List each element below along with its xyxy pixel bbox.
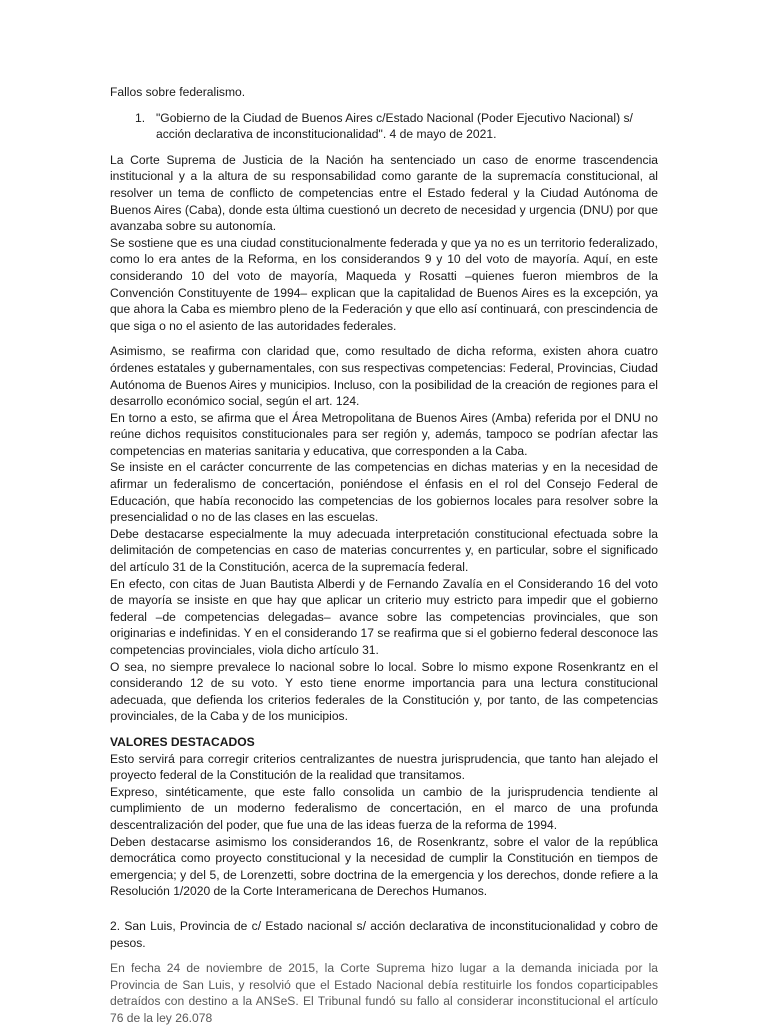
paragraph-10: Expreso, sintéticamente, que este fallo consolida un cambio de la jurisprudencia tendiente al cumplimiento de un moderno federalismo de concertación, en el marco de una profunda descentralización del poder, que fue una de las ideas fuerza de la reforma de 1994. xyxy=(110,784,658,832)
paragraph-11: Deben destacarse asimismo los considerandos 16, de Rosenkrantz, sobre el valor de la república democrática como proyecto constitucional y la necesidad de cumplir la Constitución en tiempos de emergencia; y del 5, de Lorenzetti, sobre doctrina de la emergencia y los derechos, donde refiere a la Resolución 1/2020 de la Corte Interamericana de Derechos Humanos. xyxy=(110,834,658,899)
section-heading: VALORES DESTACADOS xyxy=(110,734,255,749)
paragraph-12: En fecha 24 de noviembre de 2015, la Corte Suprema hizo lugar a la demanda iniciada por la Provincia de San Luis, y resolvió que el Estado Nacional debía restituirle los fondos coparticipables detraídos con destino a la ANSeS. El Tribunal fundó su fallo al considerar inconstitucional el artículo 76 de la ley 26.078 xyxy=(110,961,658,1025)
paragraph-6: Debe destacarse especialmente la muy adecuada interpretación constitucional efectuada sobre la delimitación de competencias en caso de materias concurrentes y, en particular, sobre el significado del artículo 31 de la Constitución, acerca de la supremacía federal. xyxy=(110,526,658,575)
list-item-text: "Gobierno de la Ciudad de Buenos Aires c/Estado Nacional (Poder Ejecutivo Nacional) s/ acción declarativa de inconstitucionalidad". 4 de mayo de 2021. xyxy=(156,110,633,142)
paragraph-block-2 xyxy=(110,734,658,900)
paragraph-3: Asimismo, se reafirma con claridad que, como resultado de dicha reforma, existen ahora cuatro órdenes estatales y gubernamentales, con sus respectivas competencias: Federal, Provincias, Ciudad Autónoma de Buenos Aires y municipios. Incluso, con la posibilidad de la creación de regiones para el desarrollo económico social, según el art. 124. xyxy=(110,344,658,409)
paragraph-5: Se insiste en el carácter concurrente de las competencias en dichas materias y en la necesidad de afirmar un federalismo de concertación, poniéndose el énfasis en el rol del Consejo Federal de Educación, que había reconocido las competencias de los gobiernos locales para resolver sobre la presencialidad o no de las clases en las escuelas. xyxy=(110,460,658,525)
document-title: Fallos sobre federalismo. xyxy=(110,85,246,99)
paragraph-1: La Corte Suprema de Justicia de la Nación ha sentenciado un caso de enorme trascendencia institucional y a la altura de su responsabilidad como garante de la supremacía constitucional, al resolver un tema de conflicto de competencias entre el Estado federal y la Ciudad Autónoma de Buenos Aires (Caba), donde esta última cuestionó un decreto de necesidad y urgencia (DNU) por que avanzaba sobre su autonomía. xyxy=(110,152,658,234)
paragraph-4: En torno a esto, se afirma que el Área Metropolitana de Buenos Aires (Amba) referida por el DNU no reúne dichos requisitos constitucionales para ser región y, además, tampoco se podrían afectar las competencias en materias sanitaria y educativa, que corresponden a la Caba. xyxy=(110,410,658,458)
list-item-2: 2. San Luis, Provincia de c/ Estado nacional s/ acción declarativa de inconstitucionalidad y cobro de pesos. xyxy=(110,918,658,950)
paragraph-7: En efecto, con citas de Juan Bautista Alberdi y de Fernando Zavalía en el Considerando 16 del voto de mayoría se insiste en que hay que aplicar un criterio muy estricto para impedir que el gobierno federal –de competencias delegadas– avance sobre las competencias provinciales, que son originarias e indefinidas. Y en el considerando 17 se reafirma que si el gobierno federal desconoce las competencias provinciales, viola dicho artículo 31. xyxy=(110,576,658,657)
paragraph-block-1 xyxy=(110,343,658,725)
list-item-number: 1. xyxy=(135,110,146,125)
spacer xyxy=(110,900,658,918)
paragraph-9: Esto servirá para corregir criterios centralizantes de nuestra jurisprudencia, que tanto han alejado el proyecto federal de la Constitución de la realidad que transitamos. xyxy=(110,751,658,783)
paragraph-2: Se sostiene que es una ciudad constitucionalmente federada y que ya no es un territorio federalizado, como lo era antes de la Reforma, en los considerandos 9 y 10 del voto de mayoría. Aquí, en este considerando 10 del voto de mayoría, Maqueda y Rosatti –quienes fueron miembros de la Convención Constituyente de 1994– explican que la capitalidad de Buenos Aires es la excepción, ya que ahora la Caba es miembro pleno de la Federación y que ello así continuará, con prescindencia de que siga o no el asiento de las autoridades federales. xyxy=(110,235,658,333)
list-item-1 xyxy=(110,110,658,143)
paragraph-8: O sea, no siempre prevalece lo nacional sobre lo local. Sobre lo mismo expone Rosenkrantz en el considerando 12 de su voto. Y esto tiene enorme importancia para una lectura constitucional adecuada, que defienda los criterios federales de la Constitución y, por tanto, de las competencias provinciales, de la Caba y de los municipios. xyxy=(110,659,658,724)
